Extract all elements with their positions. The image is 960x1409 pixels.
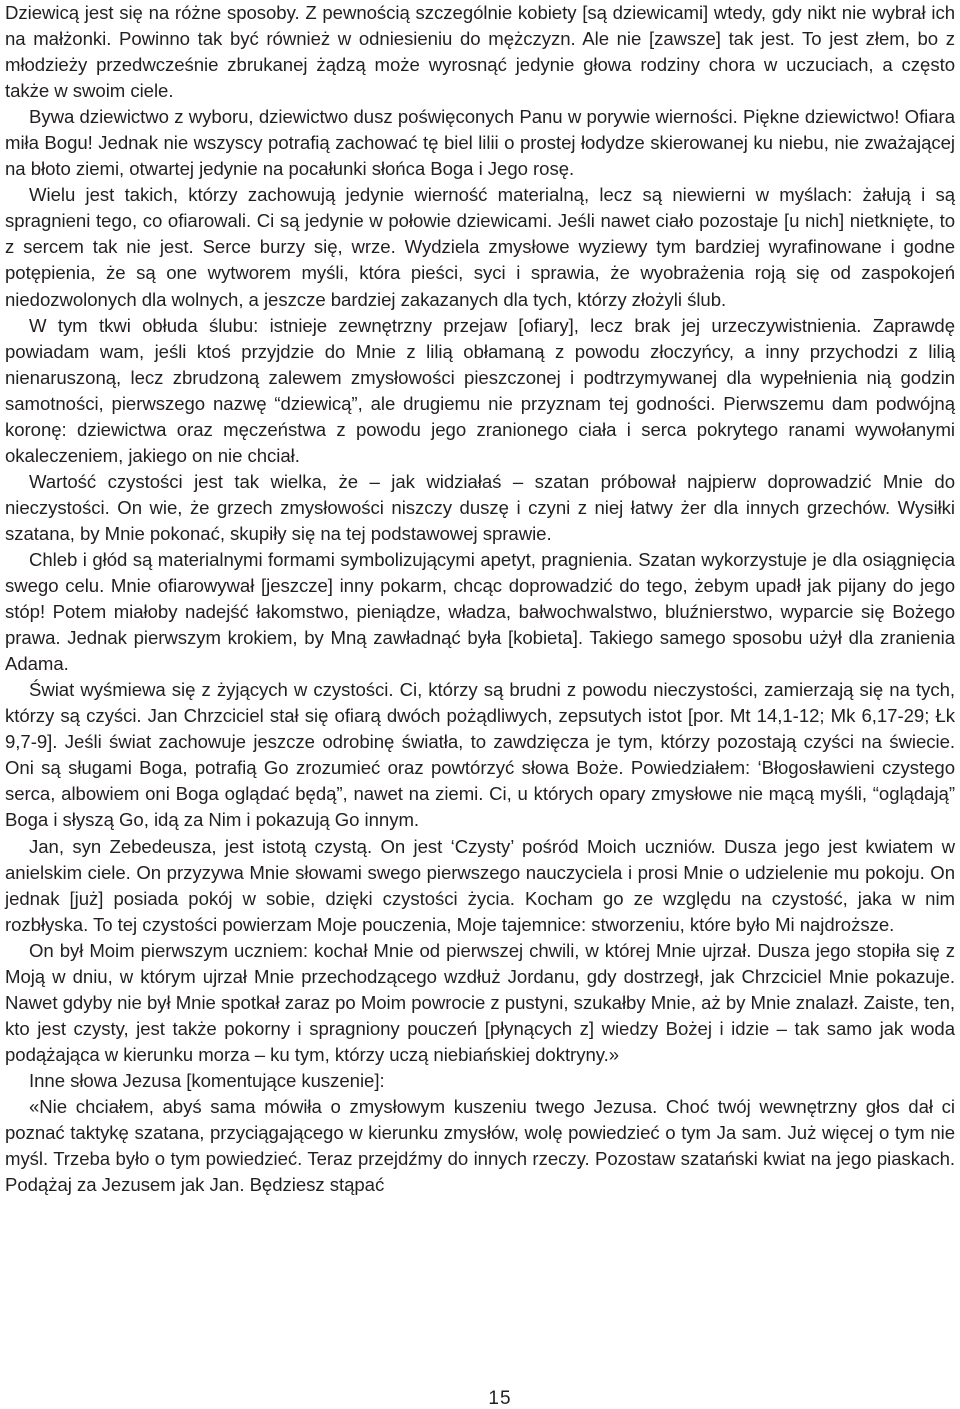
paragraph: Jan, syn Zebedeusza, jest istotą czystą. On jest ‘Czysty’ pośród Moich uczniów. Dusza jego jest kwiatem w anielskim ciele. On przyzywa Mnie słowami swego pierwszego nauczyciela i prosi Mnie o udzielenie mu pokoju. On jednak [już] posiada pokój w sobie, dzięki czystości życia. Kocham go ze względu na czystość, jaka w nim rozbłyska. To tej czystości powierzam Moje pouczenia, Moje tajemnice: stworzeniu, które było Mi najdroższe. <box>5 835 955 935</box>
paragraph: Chleb i głód są materialnymi formami symbolizującymi apetyt, pragnienia. Szatan wykorzystuje je dla osiągnięcia swego celu. Mnie ofiarowywał [jeszcze] inny pokarm, chcąc doprowadzić do tego, żebym upadł jak pijany do jego stóp! Potem miałoby nadejść łakomstwo, pieniądze, władza, bałwochwalstwo, bluźnierstwo, wyparcie się Bożego prawa. Jednak pierwszym krokiem, by Mną zawładnąć była [kobieta]. Takiego samego sposobu użył dla zranienia Adama. <box>5 548 955 675</box>
paragraph: Dziewicą jest się na różne sposoby. Z pewnością szczególnie kobiety [są dziewicami] wtedy, gdy nikt nie wybrał ich na małżonki. Powinno tak być również w odniesieniu do mężczyzn. Ale nie [zawsze] tak jest. To jest złem, bo z młodzieży przedwcześnie zbrukanej żądzą może wyrosnąć jedynie głowa rodziny chora w uczuciach, a często także w swoim ciele. <box>5 2 955 102</box>
paragraph: Wartość czystości jest tak wielka, że – jak widziałaś – szatan próbował najpierw doprowadzić Mnie do nieczystości. On wie, że grzech zmysłowości niszczy duszę i czyni z niej łatwy żer dla innych grzechów. Wysiłki szatana, by Mnie pokonać, skupiły się na tej podstawowej sprawie. <box>5 470 955 544</box>
paragraph: Świat wyśmiewa się z żyjących w czystości. Ci, którzy są brudni z powodu nieczystości, zamierzają się na tych, którzy są czyści. Jan Chrzciciel stał się ofiarą dwóch pożądliwych, zepsutych istot [por. Mt 14,1-12; Mk 6,17-29; Łk 9,7-9]. Jeśli świat zachowuje jeszcze odrobinę światła, to zawdzięcza je tym, którzy pozostają czyści na świecie. Oni są sługami Boga, potrafią Go zrozumieć oraz powtórzyć słowa Boże. Powiedziałem: ‘Błogosławieni czystego serca, albowiem oni Boga oglądać będą”, nawet na ziemi. Ci, u których opary zmysłowe nie mącą myśli, “oglądają” Boga i słyszą Go, idą za Nim i pokazują Go innym. <box>5 679 955 831</box>
paragraph: On był Moim pierwszym uczniem: kochał Mnie od pierwszej chwili, w której Mnie ujrzał. Dusza jego stopiła się z Moją w dniu, w którym ujrzał Mnie przechodzącego wzdłuż Jordanu, gdy dostrzegł, jak Chrzciciel Mnie pokazuje. Nawet gdyby nie był Mnie spotkał zaraz po Moim powrocie z pustyni, szukałby Mnie, aż by Mnie znalazł. Zaiste, ten, kto jest czysty, jest także pokorny i spragniony pouczeń [płynących z] wiedzy Bożej i idzie – tak samo jak woda podążająca w kierunku morza – ku tym, którzy uczą niebiańskiej doktryny.» <box>5 939 955 1065</box>
paragraph: «Nie chciałem, abyś sama mówiła o zmysłowym kuszeniu twego Jezusa. Choć twój wewnętrzny głos dał ci poznać taktykę szatana, przyciągającego w kierunku zmysłów, wolę powiedzieć o tym Ja sam. Już więcej o tym nie myśl. Trzeba było o tym powiedzieć. Teraz przejdźmy do innych rzeczy. Pozostaw szatański kwiat na jego piaskach. Podążaj za Jezusem jak Jan. Będziesz stąpać <box>5 1095 955 1196</box>
document-body <box>5 0 955 1198</box>
paragraph: Inne słowa Jezusa [komentujące kuszenie]: <box>29 1069 385 1091</box>
paragraph: Bywa dziewictwo z wyboru, dziewictwo dusz poświęconych Panu w porywie wierności. Piękne dziewictwo! Ofiara miła Bogu! Jednak nie wszyscy potrafią zachować tę biel lilii o prostej łodydze skierowanej ku niebu, nie zważającej na błoto ziemi, otwartej jedynie na pocałunki słońca Boga i Jego rosę. <box>5 106 955 180</box>
paragraph: Wielu jest takich, którzy zachowują jedynie wierność materialną, lecz są niewierni w myślach: żałują i są spragnieni tego, co ofiarowali. Ci są jedynie w połowie dziewicami. Jeśli nawet ciało pozostaje [u nich] nietknięte, to z sercem tak nie jest. Serce burzy się, wrze. Wydziela zmysłowe wyziewy tym bardziej wyrafinowane i godne potępienia, że są one wytworem myśli, która pieści, syci i sprawia, że wyobrażenia roją się od zaspokojeń niedozwolonych dla wolnych, a jeszcze bardziej zakazanych dla tych, którzy złożyli ślub. <box>5 184 955 310</box>
page-number: 15 <box>488 1388 512 1409</box>
paragraph: W tym tkwi obłuda ślubu: istnieje zewnętrzny przejaw [ofiary], lecz brak jej urzeczywistnienia. Zaprawdę powiadam wam, jeśli ktoś przyjdzie do Mnie z lilią obłamaną z powodu złoczyńcy, a inny przychodzi z lilią nienaruszoną, lecz zbrudzoną zalewem zmysłowości pieszczonej i podtrzymywanej dla wypełnienia nią godzin samotności, pierwszego nazwę “dziewicą”, ale drugiemu nie przyznam tej godności. Pierwszemu dam podwójną koronę: dziewictwa oraz męczeństwa z powodu jego zranionego ciała i serca pokrytego ranami wywołanymi okaleczeniem, jakiego on nie chciał. <box>5 314 955 466</box>
